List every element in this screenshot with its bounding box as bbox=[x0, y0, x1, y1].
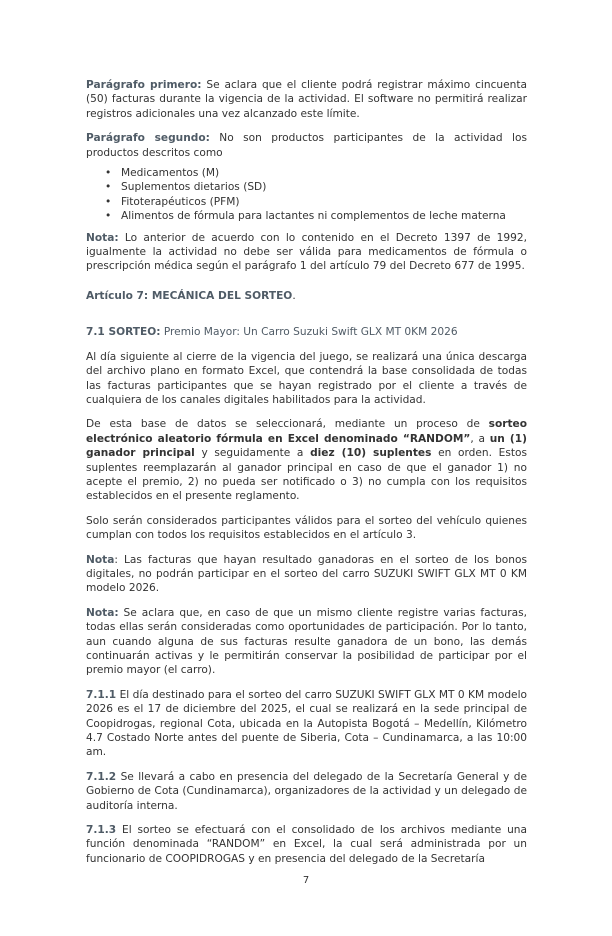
nota-label: Nota: bbox=[86, 606, 119, 619]
section-text: Se llevará a cabo en presencia del delegado de la Secretaría General y de Gobierno de Cota (Cundinamarca), organizadores de la actividad y un delegado de auditoría interna. bbox=[86, 770, 527, 812]
nota-label: Nota bbox=[86, 553, 115, 566]
section-7-1-heading bbox=[86, 325, 527, 339]
nota-label: Nota: bbox=[86, 231, 119, 244]
page-number: 7 bbox=[302, 875, 310, 886]
text-run: en orden. Estos suplentes reemplazarán al ganador principal en caso de que el ganador 1) no acepte el premio, 2) no pueda ser notificado o 3) no cumpla con los requisitos establecidos en el presente reglamento. bbox=[86, 447, 527, 503]
section-label: 7.1.3 bbox=[86, 824, 117, 837]
nota-facturas bbox=[86, 606, 527, 678]
section-7-1-3 bbox=[86, 823, 527, 866]
article-dot: . bbox=[292, 289, 296, 302]
paragraph-participantes: Solo serán considerados participantes válidos para el sorteo del vehículo quienes cumplan con todos los requisitos establecidos en el artículo 3. bbox=[86, 514, 527, 542]
section-text: El sorteo se efectuará con el consolidado de los archivos mediante una función denominada “RANDOM” en Excel, la cual será administrada por un funcionario de COOPIDROGAS y en presencia del delegado de la Secretaría bbox=[86, 824, 527, 865]
section-7-1-2 bbox=[86, 770, 527, 813]
excluded-products-list bbox=[86, 166, 527, 224]
text-run: , a bbox=[470, 432, 490, 445]
list-item: • Medicamentos (M) bbox=[121, 166, 527, 180]
paragraph-label: Parágrafo primero: bbox=[86, 79, 202, 91]
bold-run: sorteo electrónico aleatorio fórmula en Excel denominado “RANDOM” bbox=[86, 418, 527, 445]
paragraph-text: No son productos participantes de la actividad los productos descritos como bbox=[86, 132, 527, 159]
section-label: 7.1.2 bbox=[86, 770, 117, 783]
paragraph-descarga: Al día siguiente al cierre de la vigencia del juego, se realizará una única descarga del archivo plano en formato Excel, que contendrá la base consolidada de todas las facturas participantes que se hayan registrado por el cliente a través de cualquiera de los canales digitales habilitados para la actividad. bbox=[86, 350, 527, 406]
document-page bbox=[86, 78, 527, 876]
nota-text: Lo anterior de acuerdo con lo contenido en el Decreto 1397 de 1992, igualmente la actividad no debe ser válida para medicamentos de fórmula o prescripción médica según el parágrafo 1 del artículo 79 del Decreto 677 de 1995. bbox=[86, 231, 527, 273]
nota-text: : Las facturas que hayan resultado ganadoras en el sorteo de los bonos digitales, no podrán participar en el sorteo del carro SUZUKI SWIFT GLX MT 0 KM modelo 2026. bbox=[86, 553, 527, 595]
section-text: El día destinado para el sorteo del carro SUZUKI SWIFT GLX MT 0 KM modelo 2026 es el 17 de diciembre del 2025, el cual se realizará en la sede principal de Coopidrogas, regional Cota, ubicada en la Autopista Bogotá – Medellín, Kilómetro 4.7 Costado Norte antes del puente de Siberia, Cota – Cundinamarca, a las 10:00 am. bbox=[86, 688, 527, 759]
section-label: 7.1 SORTEO: bbox=[86, 326, 161, 339]
section-7-1-1 bbox=[86, 688, 527, 760]
section-label: 7.1.1 bbox=[86, 688, 117, 701]
text-run: De esta base de datos se seleccionará, mediante un proceso de bbox=[86, 418, 489, 431]
nota-bonos bbox=[86, 553, 527, 596]
section-text: Premio Mayor: Un Carro Suzuki Swift GLX MT 0KM 2026 bbox=[160, 326, 458, 339]
paragraph-label: Parágrafo segundo: bbox=[86, 132, 210, 145]
list-item: • Suplementos dietarios (SD) bbox=[121, 180, 527, 194]
paragraph-segundo bbox=[86, 131, 527, 160]
nota-text: Se aclara que, en caso de que un mismo cliente registre varias facturas, todas ellas serán consideradas como oportunidades de participación. Por lo tanto, aun cuando alguna de sus facturas resulte ganadora de un bono, las demás continuarán activas y le permitirán conservar la posibilidad de participar por el premio mayor (el carro). bbox=[86, 606, 527, 677]
text-run: y seguidamente a bbox=[194, 447, 311, 460]
paragraph-text: Se aclara que el cliente podrá registrar máximo cincuenta (50) facturas durante la vigencia de la actividad. El software no permitirá realizar registros adicionales una vez alcanzado este límite. bbox=[86, 79, 527, 120]
paragraph-seleccion bbox=[86, 417, 527, 503]
list-item: • Alimentos de fórmula para lactantes ni complementos de leche materna bbox=[121, 209, 527, 223]
bold-run: un (1) ganador principal bbox=[86, 432, 527, 460]
nota-decreto bbox=[86, 231, 527, 274]
article-heading bbox=[86, 289, 527, 303]
paragraph-primero bbox=[86, 78, 527, 121]
article-title: Artículo 7: MECÁNICA DEL SORTEO bbox=[86, 289, 293, 302]
bold-run: diez (10) suplentes bbox=[310, 447, 432, 460]
list-item: • Fitoterapéuticos (PFM) bbox=[121, 195, 527, 209]
